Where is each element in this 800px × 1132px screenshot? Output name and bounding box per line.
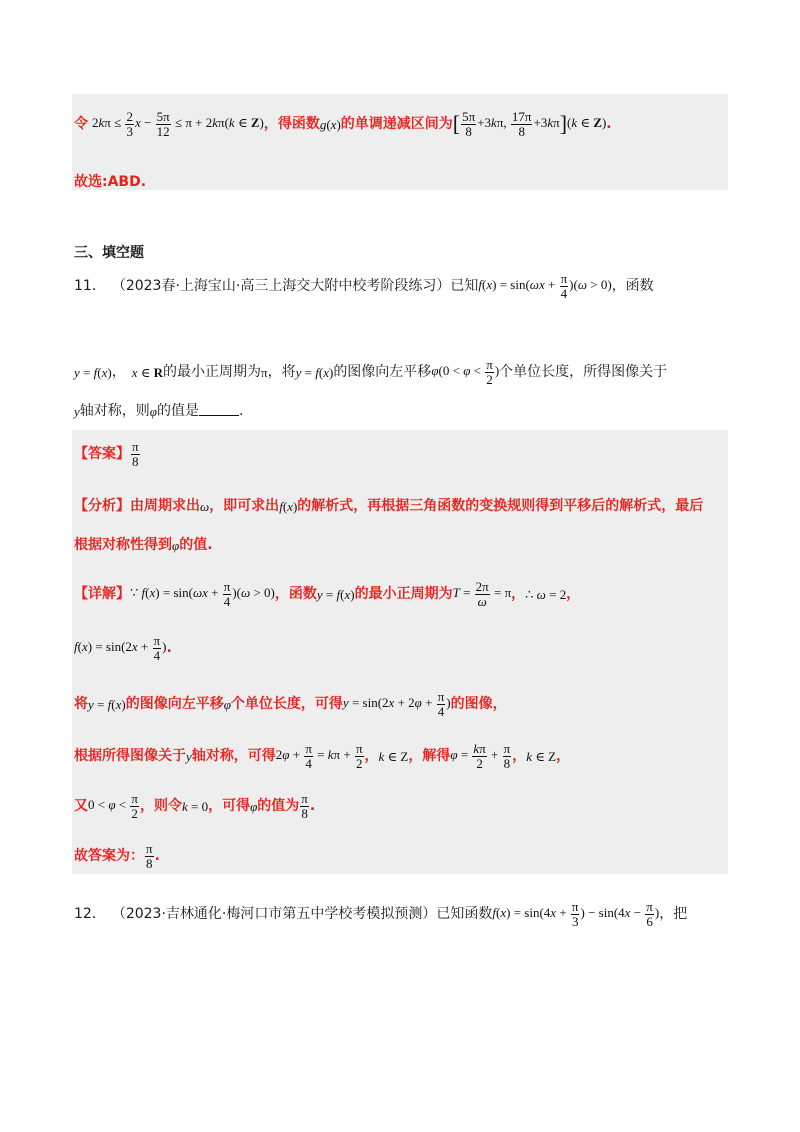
final-text-1a: 故答案为：: [74, 848, 144, 864]
q12-source: （2023·吉林通化·梅河口市第五中学校考模拟预测）已知函数: [111, 906, 493, 922]
q11-source: （2023春·上海宝山·高三上海交大附中校考阶段练习）已知: [111, 278, 479, 294]
fx-symbol: f(x): [279, 498, 298, 514]
final-value: $\frac{\pi}{8}$: [146, 840, 153, 871]
q12-end: ，把: [659, 906, 688, 922]
sym-text-1d: ，解得: [408, 748, 451, 764]
shift-y-fx: y = f(x): [88, 696, 126, 712]
top-ling: 令: [74, 116, 88, 132]
shift-text-1a: 将: [74, 696, 88, 712]
top-choice-line: 故选:ABD.: [74, 174, 147, 190]
final-answer-line: [74, 838, 740, 874]
phi-solution: φ = $\frac{k\pi}{2}$ + $\frac{\pi}{8}$: [450, 740, 511, 771]
analysis-label: 【分析】: [74, 498, 130, 514]
g-x-formula: g(x): [319, 116, 341, 132]
q11-axis-text: 轴对称，则: [79, 403, 150, 419]
q12-line-1: [74, 896, 740, 932]
analysis-line-1: [74, 488, 740, 524]
again-line: [74, 788, 740, 824]
x-in-R: x ∈ R: [131, 364, 164, 380]
sym-text-1f: ，: [556, 748, 571, 764]
detail-line-2: [74, 630, 740, 666]
again-value: $\frac{\pi}{8}$: [301, 790, 308, 821]
again-text-1e: .: [309, 798, 316, 814]
q11-value-text: 的值是: [156, 403, 199, 419]
shift-text-1c: 个单位长度，可得: [230, 696, 343, 712]
again-text-1d: 的值为: [257, 798, 300, 814]
top-mid-text-2: 的单调递减区间为: [340, 116, 453, 132]
q11-units-text: 个单位长度，所得图像关于: [499, 364, 668, 380]
q11-after-f: ，函数: [611, 278, 654, 294]
y-eq-fx: y = f(x): [74, 364, 112, 380]
omega-eq-2: ∴ ω = 2: [525, 586, 567, 602]
detail-y-fx: y = f(x): [316, 586, 355, 602]
sym-text-1a: 根据所得图像关于: [74, 748, 186, 764]
sym-text-1e: ，: [512, 748, 527, 764]
detail-text-1a: ，函数: [274, 586, 317, 602]
sym-y: y: [186, 748, 192, 764]
detail-line-2-end: .: [166, 640, 172, 656]
analysis-text-1a: 由周期求出: [130, 498, 200, 514]
detail-f-formula: ∵ f(x) = sin(ωx + $\frac{\pi}{4}$ )(ω > 0): [130, 578, 275, 609]
again-text-1a: 又: [74, 798, 88, 814]
q11-jiang: ，将: [267, 364, 296, 380]
omega-symbol: ω: [200, 498, 210, 514]
section-title: 三、填空题: [74, 245, 144, 261]
sym-text-1b: 轴对称，可得: [191, 748, 276, 764]
shift-line: [74, 686, 740, 722]
analysis-text-2a: 根据对称性得到: [74, 537, 172, 553]
q11-comma: ，: [111, 364, 126, 380]
pi-symbol: π: [261, 364, 268, 380]
q11-shift-text: 的图像向左平移: [333, 364, 432, 380]
shift-text-1d: 的图像，: [450, 696, 507, 712]
analysis-line-2: [74, 538, 740, 552]
phi-symbol: φ: [149, 403, 157, 419]
period-formula: T = $\frac{2\pi}{\omega}$ = π: [452, 578, 512, 609]
inequality-formula: 2kπ ≤ $\frac{2}{3}$ x − $\frac{5\pi}{12}$ ≤ π + 2kπ(k ∈ Z): [92, 108, 264, 139]
k-in-Z-2: k ∈ Z: [526, 748, 557, 764]
analysis-text-2b: 的值.: [179, 537, 213, 553]
k-eq-0: k = 0: [181, 798, 209, 814]
analysis-text-1b: ，即可求出: [209, 498, 280, 514]
q12-function-formula: f(x) = sin(4x + $\frac{\pi}{3}$ ) − sin(4x − $\frac{\pi}{6}$ ): [492, 898, 660, 929]
q11-end: .: [238, 403, 244, 419]
top-end-dot: .: [606, 116, 612, 132]
phi-symbol-2: φ: [172, 537, 180, 553]
q11-line-1: [74, 268, 740, 304]
k-in-Z-1: k ∈ Z: [378, 748, 409, 764]
sym-text-1c: ，: [364, 748, 379, 764]
detail-text-1d: ，: [566, 586, 581, 602]
symmetry-line: [74, 738, 740, 774]
detail-line-1: [74, 576, 740, 612]
interval-formula: [ $\frac{5\pi}{8}$ +3kπ, $\frac{17\pi}{8}$ +3kπ](k ∈ Z): [452, 108, 607, 139]
answer-value: $\frac{\pi}{8}$: [132, 438, 139, 469]
again-phi: φ: [250, 798, 258, 814]
fx-result-formula: f(x) = sin(2x + $\frac{\pi}{4}$ ): [74, 632, 167, 663]
q11-period-text: 的最小正周期为: [163, 364, 262, 380]
q11-line-3: [74, 404, 740, 418]
y-eq-fx-2: y = f(x): [295, 364, 334, 380]
again-text-1b: ，则令: [139, 798, 182, 814]
q11-function-formula: f(x) = sin(ωx + $\frac{\pi}{4}$ )(ω > 0): [478, 270, 612, 301]
detail-label: 【详解】: [74, 586, 130, 602]
top-solution-line-1: [74, 104, 740, 144]
final-text-1b: .: [154, 848, 160, 864]
shift-phi: φ: [223, 696, 231, 712]
detail-text-1b: 的最小正周期为: [354, 586, 453, 602]
answer-line: [74, 436, 740, 472]
q12-number: 12．: [74, 906, 106, 922]
analysis-text-1c: 的解析式，再根据三角函数的变换规则得到平移后的解析式，最后: [297, 498, 704, 514]
sym-equation: 2φ + $\frac{\pi}{4}$ = kπ + $\frac{\pi}{2}$: [275, 740, 363, 771]
shifted-formula: y = sin(2x + 2φ + $\frac{\pi}{4}$ ): [342, 688, 451, 719]
phi-range: φ(0 < φ < $\frac{\pi}{2}$ ): [431, 356, 500, 387]
q11-number: 11．: [74, 278, 106, 294]
answer-blank: [199, 406, 239, 416]
shift-text-1b: 的图像向左平移: [125, 696, 224, 712]
answer-label: 【答案】: [74, 446, 130, 462]
q11-line-2: [74, 354, 740, 390]
top-mid-text: ，得函数: [263, 116, 320, 132]
phi-range-2: 0 < φ < $\frac{\pi}{2}$: [88, 790, 138, 821]
detail-text-1c: ，: [511, 586, 526, 602]
again-text-1c: ，可得: [208, 798, 251, 814]
y-symbol: y: [74, 403, 80, 419]
